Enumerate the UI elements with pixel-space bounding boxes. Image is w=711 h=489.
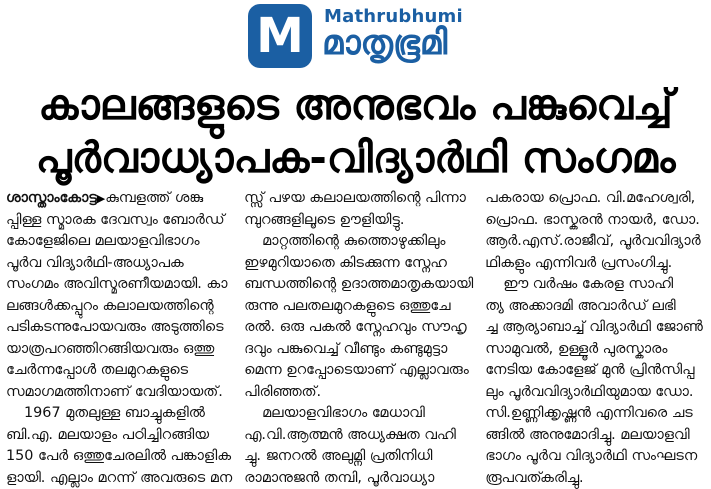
article-line: മാറ്റത്തിന്റെ കുത്തൊഴുക്കിലും bbox=[244, 231, 473, 253]
article-line: ച്ച ആര്യാബാച്ച് വിദ്യാർഥി ജോൺ bbox=[485, 317, 706, 339]
article-line: പകരായ പ്രൊഫ. വി.മഹേശ്വരി, bbox=[485, 188, 706, 210]
article-line: ലങ്ങൾക്കപ്പുറം കലാലയത്തിന്റെ bbox=[6, 296, 232, 318]
article-body bbox=[6, 188, 706, 470]
article-line: ഇഴമുറിയാതെ കിടക്കുന്ന സ്നേഹ bbox=[244, 253, 473, 275]
article-line: ത്യ അക്കാദമി അവാർഡ് ലഭി bbox=[485, 296, 706, 318]
article-line: രുന്നു പലതലമുറകളുടെ ഒത്തുചേ bbox=[244, 296, 473, 318]
article-line: രാമാനുജൻ തമ്പി, പൂർവാധ്യാ bbox=[244, 468, 473, 489]
article-line: എ.വി.ആത്മൻ അധ്യക്ഷത വഹി bbox=[244, 425, 473, 447]
dateline-arrow-icon: ▶ bbox=[97, 192, 105, 205]
article-line: പ്പിള്ള സ്മാരക ദേവസ്വം ബോർഡ് bbox=[6, 210, 232, 232]
headline-line-1: കാലങ്ങളുടെ അനുഭവം പങ്കുവെച്ച് bbox=[0, 84, 711, 126]
headline-line-2: പൂർവാധ്യാപക-വിദ്യാർഥി സംഗമം bbox=[0, 137, 711, 179]
article-column-2 bbox=[244, 188, 473, 470]
article-line: ദവും പങ്കുവെച്ച് വീണ്ടും കണ്ടുമുട്ടാ bbox=[244, 339, 473, 361]
article-line: ളായി. എല്ലാം മറന്ന് അവരുടെ മന bbox=[6, 468, 232, 489]
article-line: 1967 മുതലുള്ള ബാച്ചുകളിൽ bbox=[6, 403, 232, 425]
article-line: മലയാളവിഭാഗം മേധാവി bbox=[244, 403, 473, 425]
masthead bbox=[0, 0, 711, 80]
article-line: ചേർന്നപ്പോൾ തലമുറകളുടെ bbox=[6, 360, 232, 382]
article-line: പൂർവ വിദ്യാർഥി-അധ്യാപക bbox=[6, 253, 232, 275]
article-line: കോളേജിലെ മലയാളവിഭാഗം bbox=[6, 231, 232, 253]
article-line: രൂപവത്കരിച്ചു. bbox=[485, 468, 706, 489]
article-line: ബി.എ. മലയാളം പഠിച്ചിറങ്ങിയ bbox=[6, 425, 232, 447]
article-line: പിരിഞ്ഞത്. bbox=[244, 382, 473, 404]
mathrubhumi-logo-icon bbox=[248, 4, 312, 68]
article-line bbox=[6, 188, 232, 210]
brand-name-english: Mathrubhumi bbox=[324, 6, 463, 27]
article-line: മെന്ന ഉറപ്പോടെയാണ് എല്ലാവരും bbox=[244, 360, 473, 382]
logo-letter: M bbox=[256, 12, 304, 60]
article-line: പ്രൊഫ. ഭാസ്കരൻ നായർ, ഡോ. bbox=[485, 210, 706, 232]
article-line: ഥികളും എന്നിവർ പ്രസംഗിച്ചു. bbox=[485, 253, 706, 275]
brand-name-malayalam: മാതൃഭൂമി bbox=[322, 26, 447, 60]
article-line: സാമുവൽ, ഉള്ളൂർ പുരസ്കാരം bbox=[485, 339, 706, 361]
article-line: ഈ വർഷം കേരള സാഹി bbox=[485, 274, 706, 296]
article-line: സ്സ് പഴയ കലാലയത്തിന്റെ പിന്നാ bbox=[244, 188, 473, 210]
article-line: ആർ.എസ്.രാജീവ്, പൂർവവിദ്യാർ bbox=[485, 231, 706, 253]
article-column-3 bbox=[485, 188, 706, 470]
article-line: പടികടന്നുപോയവരും അടുത്തിടെ bbox=[6, 317, 232, 339]
article-line: യാത്രപറഞ്ഞിറങ്ങിയവരും ഒത്തു bbox=[6, 339, 232, 361]
article-line: ഭാഗം പൂർവ വിദ്യാർഥി സംഘടന bbox=[485, 446, 706, 468]
article-line: സി.ഉണ്ണിക്കൃഷ്ണൻ എന്നിവരെ ചട bbox=[485, 403, 706, 425]
article-line: സംഗമം അവിസ്മരണീയമായി. കാ bbox=[6, 274, 232, 296]
article-line: മ്പുറങ്ങളിലൂടെ ഊളിയിട്ടു. bbox=[244, 210, 473, 232]
article-line: ലും പൂർവവിദ്യാർഥിയുമായ ഡോ. bbox=[485, 382, 706, 404]
article-line: നേടിയ കോളേജ് മുൻ പ്രിൻസിപ്പ bbox=[485, 360, 706, 382]
article-line: ബന്ധത്തിന്റെ ഉദാത്തമാതൃകയായി bbox=[244, 274, 473, 296]
article-line: ങ്ങിൽ അനുമോദിച്ചു. മലയാളവി bbox=[485, 425, 706, 447]
article-line: 150 പേർ ഒത്തുചേരലിൽ പങ്കാളിക bbox=[6, 446, 232, 468]
dateline: ശാസ്താംകോട്ട bbox=[6, 190, 97, 206]
article-line: ച്ചു. ജനറൽ അലുമ്നി പ്രതിനിധി bbox=[244, 446, 473, 468]
article-line: സമാഗമത്തിനാണ് വേദിയായത്. bbox=[6, 382, 232, 404]
article-column-1 bbox=[6, 188, 232, 470]
article-line: രൽ. ഒരു പകൽ സ്നേഹവും സൗഹൃ bbox=[244, 317, 473, 339]
article-text: കുമ്പളത്ത് ശങ്കു bbox=[105, 190, 203, 206]
